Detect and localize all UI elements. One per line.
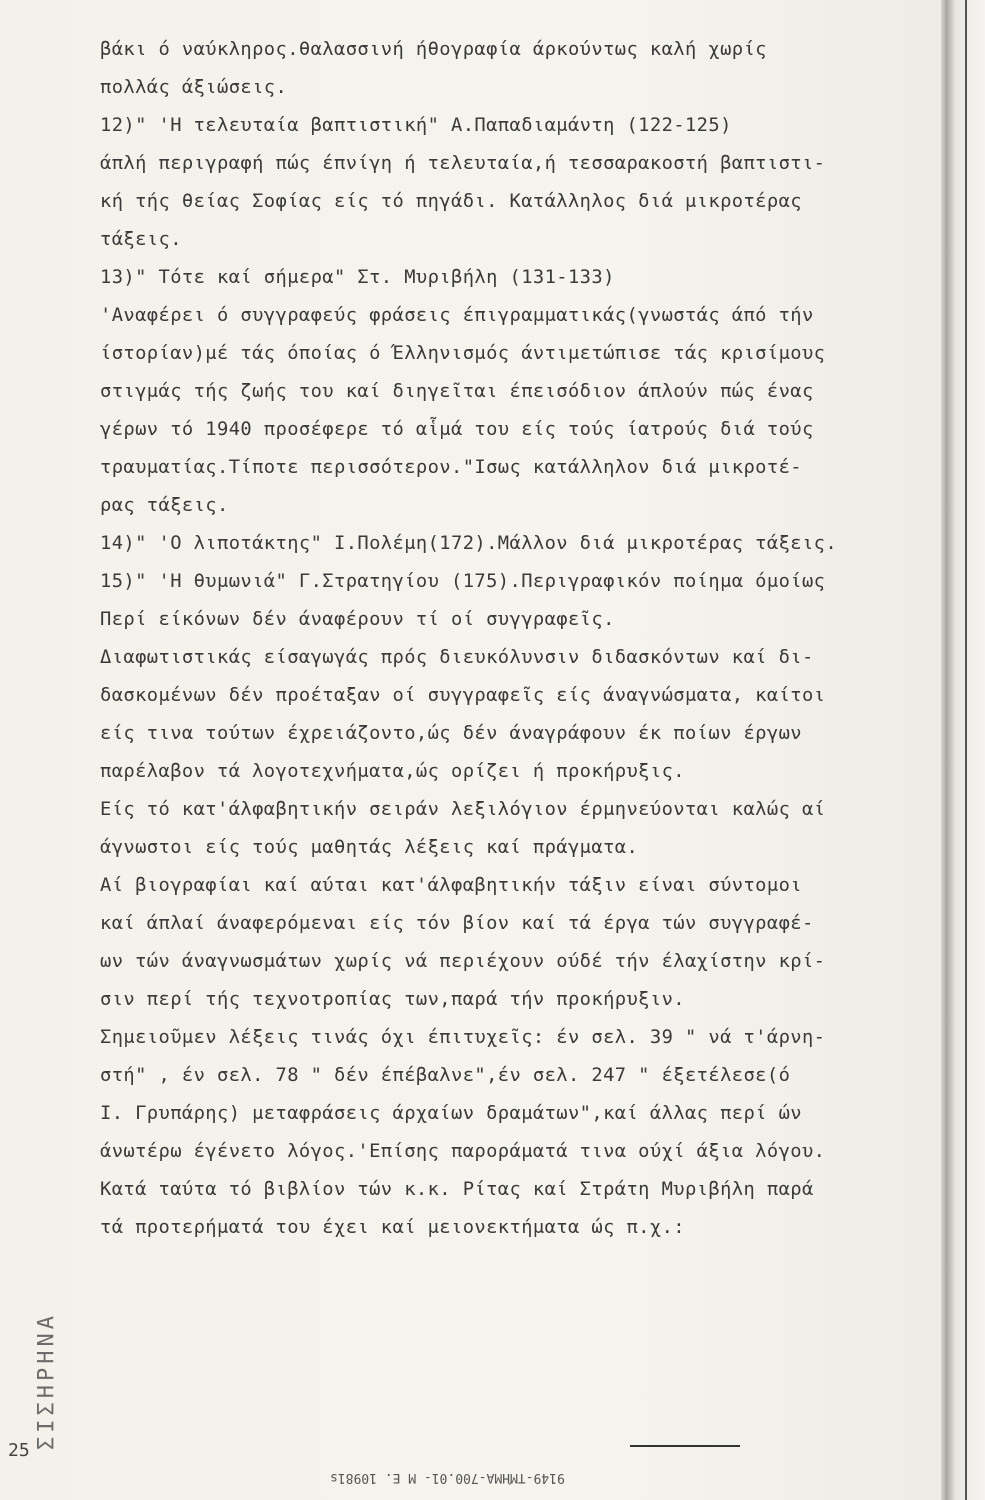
text-line: Είς τό κατ'άλφαβητικήν σειράν λεξιλόγιον έρμηνεύονται καλώς αί — [100, 798, 826, 820]
text-line: Διαφωτιστικάς είσαγωγάς πρός διευκόλυνσιν διδασκόντων καί δι- — [100, 646, 814, 668]
text-line: Κατά ταύτα τό βιβλίον τών κ.κ. Ρίτας καί Στράτη Μυριβήλη παρά — [100, 1178, 814, 1200]
binding-line — [965, 0, 967, 1500]
text-line: στή" , έν σελ. 78 " δέν έπέβαλνε",έν σελ. 247 " έξετέλεσε(ό — [100, 1064, 791, 1086]
text-line-item-13: 13)" Τότε καί σήμερα" Στ. Μυριβήλη (131-133) — [100, 266, 615, 288]
corner-mark: 25 — [8, 1440, 30, 1461]
text-line-item-14: 14)" 'Ο λιποτάκτης" Ι.Πολέμη(172).Μάλλον διά μικροτέρας τάξεις. — [100, 532, 838, 554]
page-edge — [955, 0, 985, 1500]
text-line: βάκι ό ναύκληρος.θαλασσινή ήθογραφία άρκούντως καλή χωρίς — [100, 38, 767, 60]
bottom-stamp: 9149-ΤΜΉΜΑ-700.01- Μ Ε. 10981s — [330, 1470, 565, 1485]
text-line: καί άπλαί άναφερόμεναι είς τόν βίον καί τά έργα τών συγγραφέ- — [100, 912, 814, 934]
text-line: ων τών άναγνωσμάτων χωρίς νά περιέχουν ούδέ τήν έλαχίστην κρί- — [100, 950, 826, 972]
text-line: Σημειοῦμεν λέξεις τινάς όχι έπιτυχεῖς: έν σελ. 39 " νά τ'άρνη- — [100, 1026, 826, 1048]
typewritten-text — [100, 30, 950, 1246]
text-line: τά προτερήματά του έχει καί μειονεκτήματα ώς π.χ.: — [100, 1216, 685, 1238]
text-line: δασκομένων δέν προέταξαν οί συγγραφεῖς είς άναγνώσματα, καίτοι — [100, 684, 826, 706]
text-line: 'Αναφέρει ό συγγραφεύς φράσεις έπιγραμματικάς(γνωστάς άπό τήν — [100, 304, 814, 326]
text-line: Αί βιογραφίαι καί αύται κατ'άλφαβητικήν τάξιν είναι σύντομοι — [100, 874, 802, 896]
text-line: τάξεις. — [100, 228, 182, 250]
text-line: στιγμάς τής ζωής του καί διηγεῖται έπεισόδιον άπλούν πώς ένας — [100, 380, 814, 402]
text-line: σιν περί τής τεχνοτροπίας των,παρά τήν προκήρυξιν. — [100, 988, 685, 1010]
text-line: γέρων τό 1940 προσέφερε τό αἷμά του είς τούς ίατρούς διά τούς — [100, 418, 814, 440]
margin-stamp: ΣΙΣΗΡΗΝΑ — [34, 1312, 59, 1450]
text-line: ίστορίαν)μέ τάς όποίας ό Έλληνισμός άντιμετώπισε τάς κρισίμους — [100, 342, 826, 364]
text-line: άνωτέρω έγένετο λόγος.'Επίσης παροράματά τινα ούχί άξια λόγου. — [100, 1140, 826, 1162]
text-line: τραυματίας.Τίποτε περισσότερον."Ισως κατάλληλον διά μικροτέ- — [100, 456, 802, 478]
text-line: Ι. Γρυπάρης) μεταφράσεις άρχαίων δραμάτων",καί άλλας περί ών — [100, 1102, 802, 1124]
text-line-item-15: 15)" 'Η θυμωνιά" Γ.Στρατηγίου (175).Περιγραφικόν ποίημα όμοίως — [100, 570, 826, 592]
closing-rule — [630, 1445, 740, 1447]
text-line: παρέλαβον τά λογοτεχνήματα,ώς ορίζει ή προκήρυξις. — [100, 760, 685, 782]
text-line: είς τινα τούτων έχρειάζοντο,ώς δέν άναγράφουν έκ ποίων έργων — [100, 722, 802, 744]
text-line: άγνωστοι είς τούς μαθητάς λέξεις καί πράγματα. — [100, 836, 639, 858]
text-line: κή τής θείας Σοφίας είς τό πηγάδι. Κατάλληλος διά μικροτέρας — [100, 190, 802, 212]
text-line: πολλάς άξιώσεις. — [100, 76, 288, 98]
text-line: άπλή περιγραφή πώς έπνίγη ή τελευταία,ή τεσσαρακοστή βαπτιστι- — [100, 152, 826, 174]
text-line: Περί είκόνων δέν άναφέρουν τί οί συγγραφεῖς. — [100, 608, 615, 630]
text-line: ρας τάξεις. — [100, 494, 229, 516]
text-line-item-12: 12)" 'Η τελευταία βαπτιστική" Α.Παπαδιαμάντη (122-125) — [100, 114, 732, 136]
